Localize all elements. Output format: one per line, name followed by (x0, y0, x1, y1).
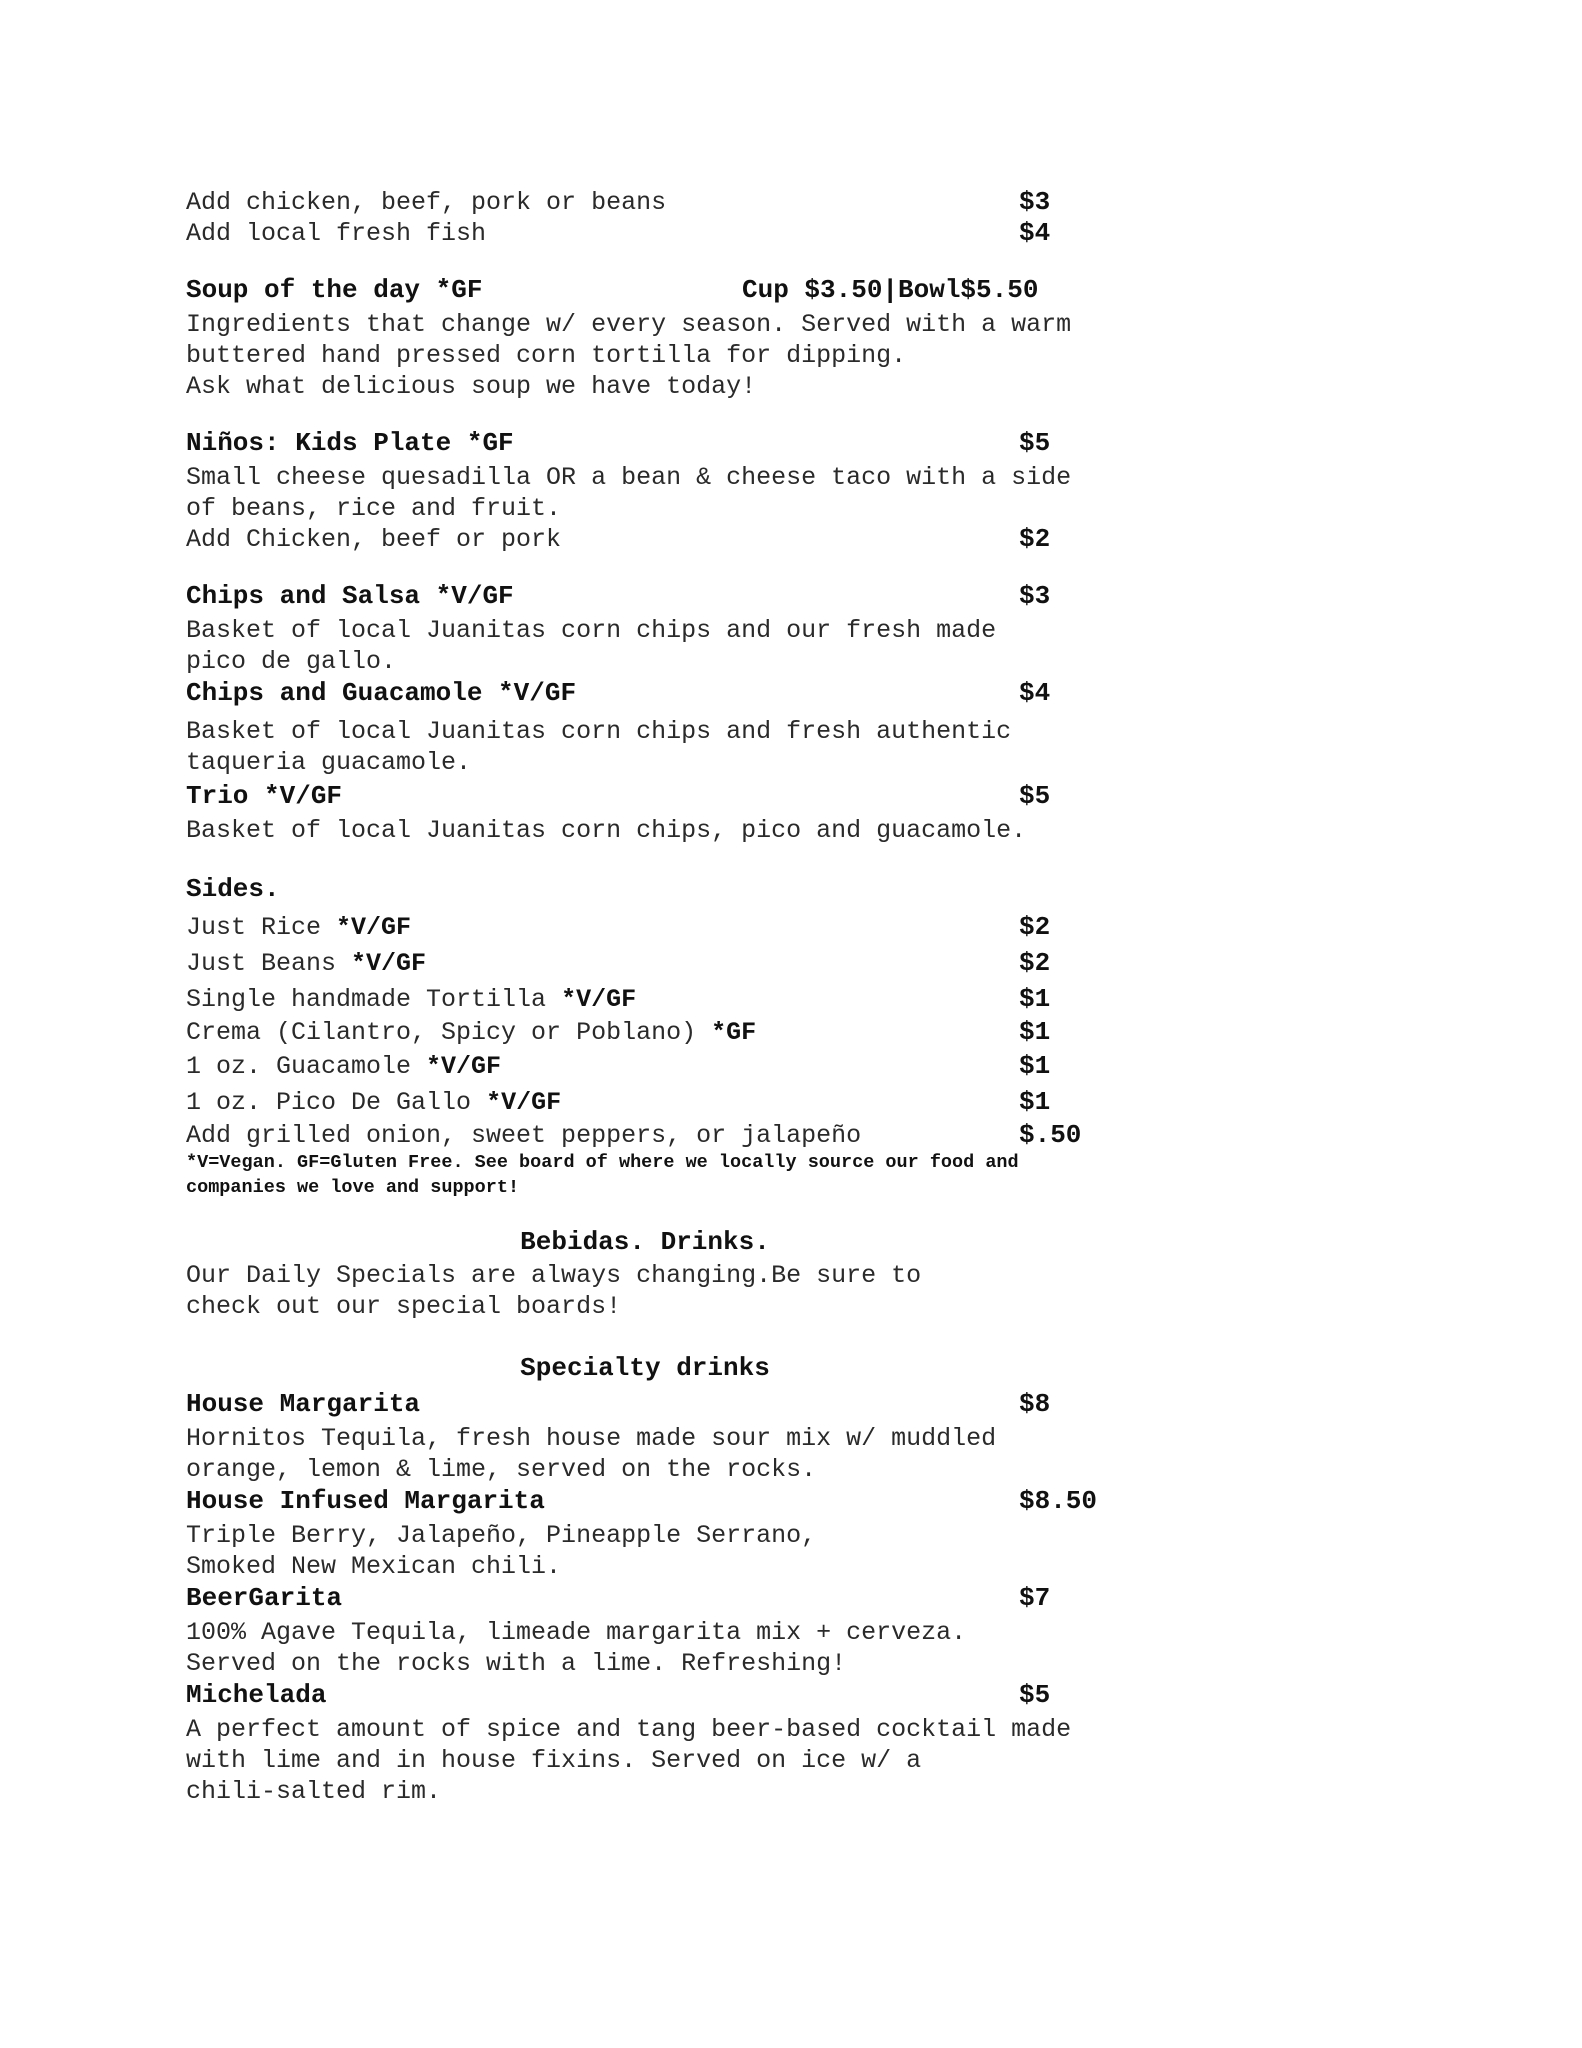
side-item (186, 1120, 861, 1151)
specialty-heading: Specialty drinks (520, 1353, 770, 1383)
chips-salsa-desc-2: pico de gallo. (186, 647, 397, 676)
kids-addon-price: $2 (1019, 524, 1051, 554)
drink-desc: A perfect amount of spice and tang beer-based cocktail made (186, 1715, 1072, 1744)
side-price: $1 (1019, 1051, 1051, 1081)
side-item (186, 1017, 756, 1048)
chips-salsa-price: $3 (1019, 581, 1051, 611)
addon-meat-price: $3 (1019, 187, 1051, 217)
side-price: $.50 (1019, 1120, 1082, 1150)
drink-price: $8 (1019, 1389, 1051, 1419)
drink-title: Michelada (186, 1680, 327, 1710)
addon-meat-label: Add chicken, beef, pork or beans (186, 188, 667, 217)
soup-price: Cup $3.50|Bowl$5.50 (742, 275, 1039, 305)
side-name: Just Rice (186, 913, 337, 942)
trio-title: Trio *V/GF (186, 781, 343, 811)
kids-addon-label: Add Chicken, beef or pork (186, 525, 562, 554)
side-tag: *V/GF (426, 1052, 502, 1081)
side-item (186, 984, 636, 1015)
drinks-heading: Bebidas. Drinks. (520, 1227, 770, 1257)
side-tag: *GF (711, 1018, 757, 1047)
drink-desc: with lime and in house fixins. Served on ice w/ a (186, 1746, 922, 1775)
side-item (186, 948, 426, 979)
side-name: Add grilled onion, sweet peppers, or jalapeño (186, 1121, 862, 1150)
drink-desc: Triple Berry, Jalapeño, Pineapple Serrano, (186, 1521, 817, 1550)
side-name: Just Beans (186, 949, 352, 978)
drink-price: $8.50 (1019, 1486, 1098, 1516)
soup-title: Soup of the day *GF (186, 275, 483, 305)
diet-note-1: *V=Vegan. GF=Gluten Free. See board of where we locally source our food and (186, 1152, 1019, 1173)
soup-desc-1: Ingredients that change w/ every season. Served with a warm (186, 310, 1072, 339)
trio-price: $5 (1019, 781, 1051, 811)
kids-desc-2: of beans, rice and fruit. (186, 494, 562, 523)
sides-heading: Sides. (186, 874, 280, 904)
drink-desc: Hornitos Tequila, fresh house made sour mix w/ muddled (186, 1424, 997, 1453)
addon-fish-label: Add local fresh fish (186, 219, 487, 248)
drinks-intro-2: check out our special boards! (186, 1292, 622, 1321)
side-name: Single handmade Tortilla (186, 985, 562, 1014)
chips-guac-price: $4 (1019, 678, 1051, 708)
trio-desc-1: Basket of local Juanitas corn chips, pico and guacamole. (186, 816, 1027, 845)
side-price: $2 (1019, 912, 1051, 942)
side-tag: *V/GF (561, 985, 637, 1014)
drink-title: House Margarita (186, 1389, 421, 1419)
side-name: 1 oz. Pico De Gallo (186, 1088, 487, 1117)
chips-salsa-desc-1: Basket of local Juanitas corn chips and our fresh made (186, 616, 997, 645)
side-item (186, 1051, 501, 1082)
drink-desc: 100% Agave Tequila, limeade margarita mix + cerveza. (186, 1618, 967, 1647)
addon-fish-price: $4 (1019, 218, 1051, 248)
kids-price: $5 (1019, 428, 1051, 458)
diet-note-2: companies we love and support! (186, 1177, 520, 1198)
drink-title: BeerGarita (186, 1583, 343, 1613)
side-price: $1 (1019, 1087, 1051, 1117)
kids-title: Niños: Kids Plate *GF (186, 428, 514, 458)
drink-desc: chili-salted rim. (186, 1777, 442, 1806)
side-price: $1 (1019, 984, 1051, 1014)
side-tag: *V/GF (486, 1088, 562, 1117)
side-item (186, 912, 411, 943)
drinks-intro-1: Our Daily Specials are always changing.Be sure to (186, 1261, 922, 1290)
side-name: 1 oz. Guacamole (186, 1052, 427, 1081)
drink-desc: orange, lemon & lime, served on the rocks. (186, 1455, 817, 1484)
drink-title: House Infused Margarita (186, 1486, 545, 1516)
drink-price: $7 (1019, 1583, 1051, 1613)
kids-desc-1: Small cheese quesadilla OR a bean & cheese taco with a side (186, 463, 1072, 492)
drink-desc: Smoked New Mexican chili. (186, 1552, 562, 1581)
side-tag: *V/GF (336, 913, 412, 942)
drink-desc: Served on the rocks with a lime. Refreshing! (186, 1649, 847, 1678)
side-name: Crema (Cilantro, Spicy or Poblano) (186, 1018, 712, 1047)
side-price: $2 (1019, 948, 1051, 978)
side-item (186, 1087, 561, 1118)
chips-guac-title: Chips and Guacamole *V/GF (186, 678, 577, 708)
chips-guac-desc-2: taqueria guacamole. (186, 748, 472, 777)
side-price: $1 (1019, 1017, 1051, 1047)
drink-price: $5 (1019, 1680, 1051, 1710)
soup-desc-3: Ask what delicious soup we have today! (186, 372, 757, 401)
chips-guac-desc-1: Basket of local Juanitas corn chips and fresh authentic (186, 717, 1012, 746)
side-tag: *V/GF (351, 949, 427, 978)
soup-desc-2: buttered hand pressed corn tortilla for dipping. (186, 341, 907, 370)
chips-salsa-title: Chips and Salsa *V/GF (186, 581, 514, 611)
